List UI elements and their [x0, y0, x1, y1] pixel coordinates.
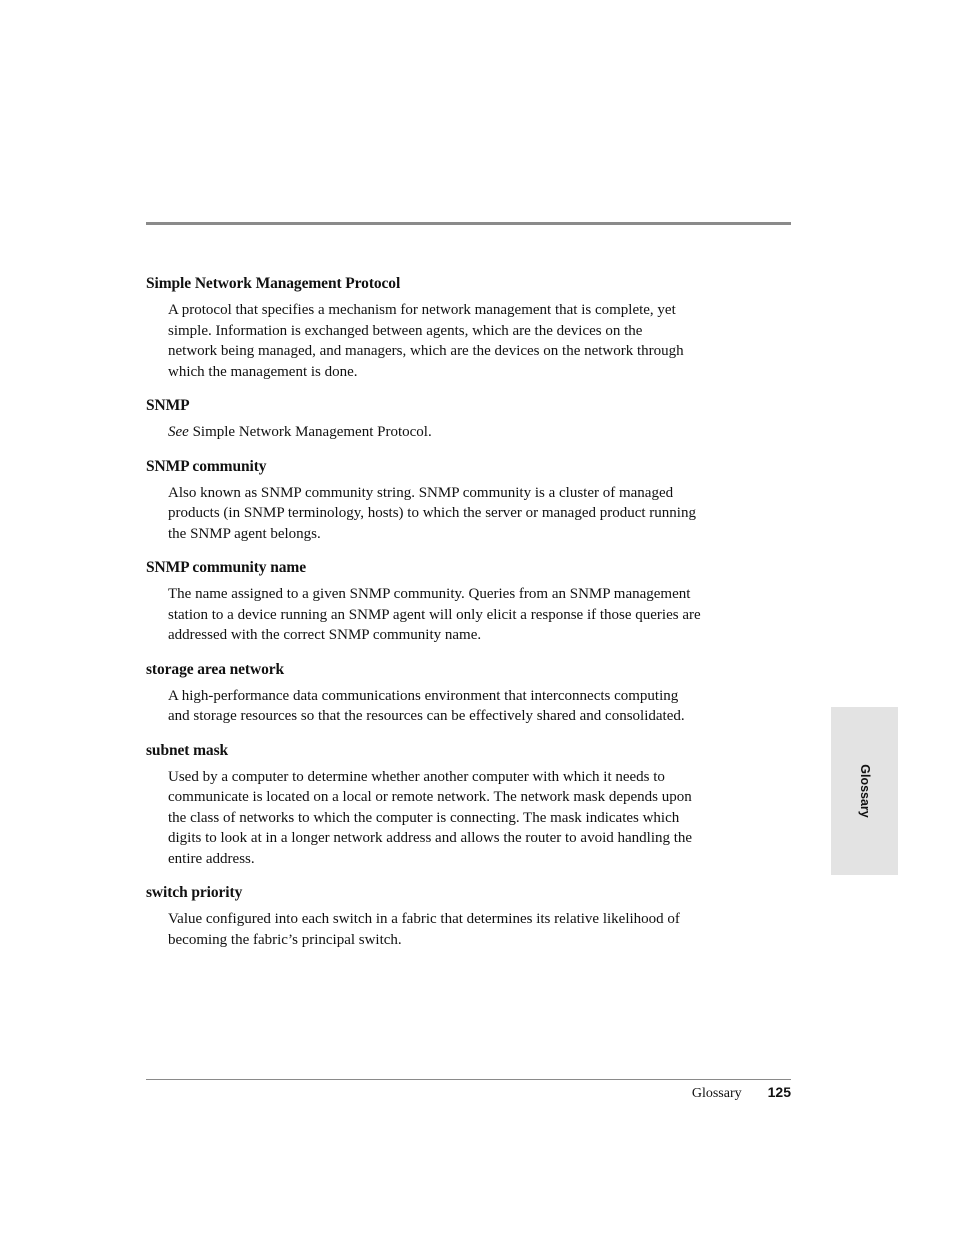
definition-line: which the management is done.	[168, 363, 358, 380]
definition-line: addressed with the correct SNMP community name.	[168, 627, 482, 643]
glossary-entry	[146, 396, 766, 443]
glossary-entry	[146, 457, 766, 545]
definition-line: products (in SNMP terminology, hosts) to which the server or managed product running	[168, 505, 696, 521]
definition-line: and storage resources so that the resources can be effectively shared and consolidated.	[168, 708, 685, 724]
footer-rule	[146, 1079, 791, 1080]
top-rule	[146, 222, 791, 225]
definition-line: the SNMP agent belongs.	[168, 525, 321, 542]
definition-line: The name assigned to a given SNMP community. Queries from an SNMP management	[168, 586, 691, 602]
glossary-definition	[168, 483, 766, 545]
glossary-definition	[168, 584, 766, 646]
glossary-term: storage area network	[146, 660, 285, 678]
definition-line: digits to look at in a longer network address and allows the router to avoid handling the	[168, 830, 693, 846]
section-thumb-tab	[831, 707, 898, 875]
glossary-term: SNMP community	[146, 457, 267, 475]
glossary-definition	[168, 909, 766, 950]
definition-line: Also known as SNMP community string. SNMP community is a cluster of managed	[168, 484, 674, 501]
definition-line: A high-performance data communications environment that interconnects computing	[168, 687, 679, 704]
definition-line: becoming the fabric’s principal switch.	[168, 931, 402, 948]
glossary-entry	[146, 883, 766, 950]
definition-line: station to a device running an SNMP agent will only elicit a response if those queries are	[168, 606, 701, 623]
section-thumb-tab-label: Glossary	[857, 764, 872, 818]
definition-line: simple. Information is exchanged between agents, which are the devices on the	[168, 322, 643, 339]
see-reference-prefix: See	[168, 424, 189, 440]
definition-line: network being managed, and managers, which are the devices on the network through	[168, 343, 684, 359]
see-reference-target: Simple Network Management Protocol.	[188, 424, 432, 440]
definition-line: entire address.	[168, 850, 255, 867]
definition-line: communicate is located on a local or remote network. The network mask depends upon	[168, 789, 692, 805]
glossary-definition	[168, 422, 766, 443]
definition-line: A protocol that specifies a mechanism for network management that is complete, yet	[168, 302, 676, 318]
definition-line: Value configured into each switch in a fabric that determines its relative likelihood of	[168, 911, 680, 927]
glossary-term: switch priority	[146, 884, 243, 901]
glossary-term: Simple Network Management Protocol	[146, 275, 401, 292]
glossary-definition	[168, 300, 766, 382]
glossary-term: SNMP community name	[146, 559, 306, 576]
glossary-term: SNMP	[146, 397, 190, 414]
glossary-definition	[168, 767, 766, 870]
definition-line: Used by a computer to determine whether another computer with which it needs to	[168, 768, 665, 785]
glossary-list	[146, 274, 766, 964]
glossary-entry	[146, 660, 766, 727]
glossary-entry	[146, 558, 766, 646]
definition-line	[168, 422, 766, 443]
glossary-entry	[146, 741, 766, 870]
glossary-definition	[168, 686, 766, 727]
page-number: 125	[767, 1084, 791, 1100]
glossary-entry	[146, 274, 766, 382]
definition-line: the class of networks to which the computer is connecting. The mask indicates which	[168, 809, 680, 826]
glossary-term: subnet mask	[146, 741, 229, 759]
footer-section-title: Glossary	[691, 1086, 742, 1101]
page-footer	[692, 1084, 791, 1102]
